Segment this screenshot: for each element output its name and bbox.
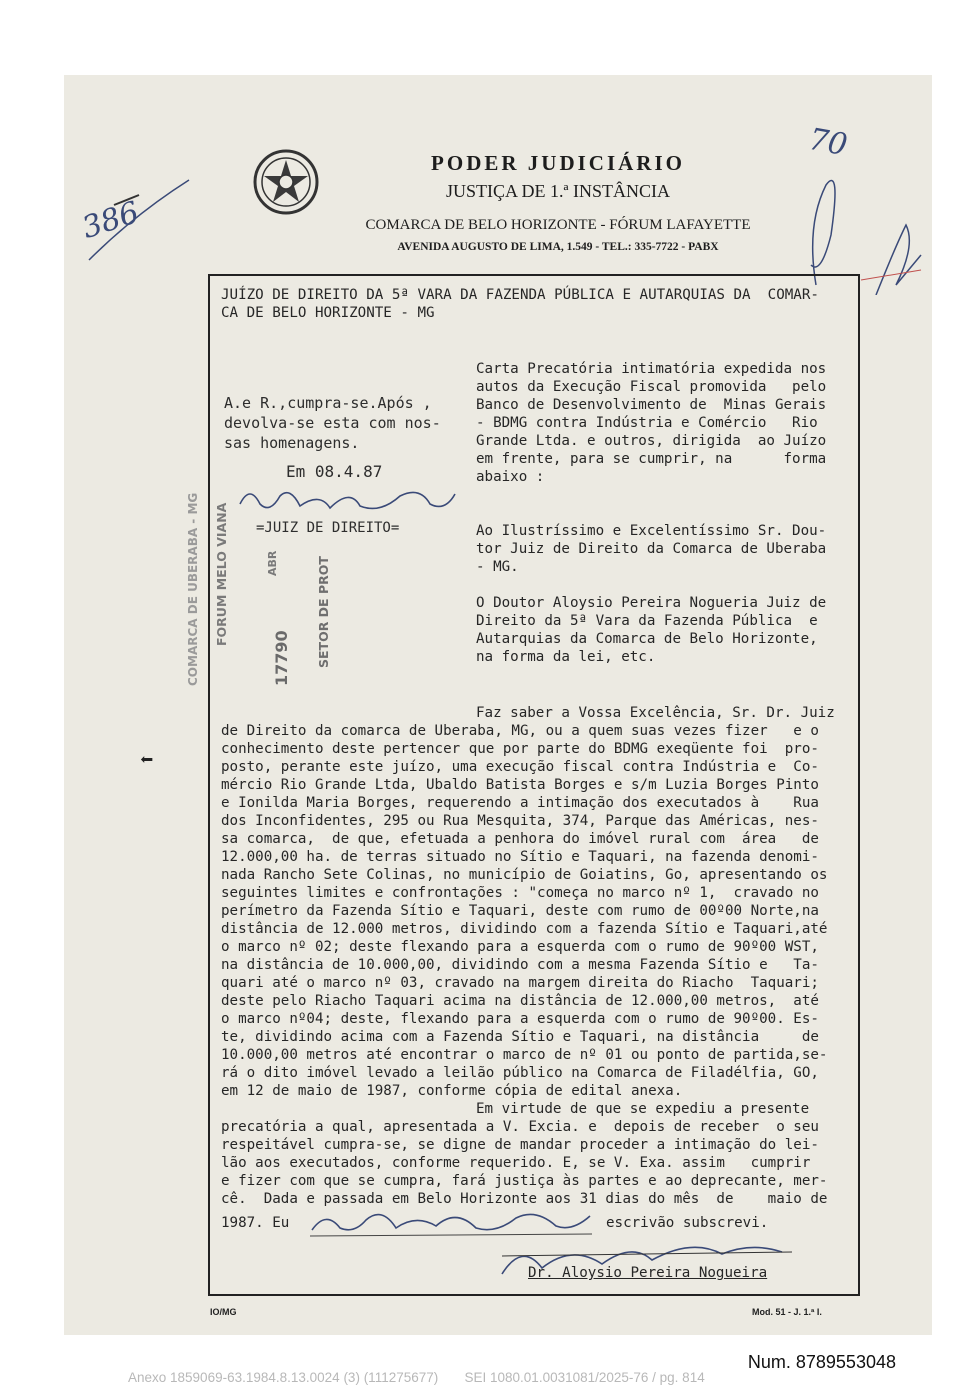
body-line: 12.000,00 ha. de terras situado no Sítio e Taquari, na fazenda denomi- [221, 849, 819, 865]
body-line: sa comarca, de que, efetuada a penhora do imóvel rural com área de [221, 831, 819, 847]
header-subtitle: JUSTIÇA DE 1.ª INSTÂNCIA [446, 181, 670, 201]
body-line: te, dividindo acima com a Fazenda Sítio e Taquari, na distância de [221, 1029, 819, 1045]
handwritten-page-number: 70 [806, 121, 850, 164]
body-line: em 12 de maio de 1987, conforme cópia de edital anexa. [221, 1083, 683, 1099]
date-line-start: 1987. Eu [221, 1215, 290, 1231]
margin-arrow-icon: ⬅ [140, 748, 154, 773]
forum-vertical-stamp: FORUM MELO VIANA [214, 502, 229, 646]
recipient-line: tor Juiz de Direito da Comarca de Uberaba [476, 541, 827, 557]
summary-line: abaixo : [476, 469, 545, 485]
body-line: de Direito da comarca de Uberaba, MG, ou a quem suas vezes fizer e o [221, 723, 819, 739]
body-line: posto, perante este juízo, uma execução fiscal contra Indústria e Co- [221, 759, 819, 775]
order-stamp-role: =JUIZ DE DIREITO= [256, 520, 400, 536]
body-line: quari até o marco nº 03, cravado na margem direita do Riacho Taquari; [221, 975, 819, 991]
setor-vertical-stamp: SETOR DE PROT [316, 556, 331, 668]
body-first-line: Faz saber a Vossa Excelência, Sr. Dr. Juiz [476, 705, 835, 721]
summary-line: Banco de Desenvolvimento de Minas Gerais [476, 397, 827, 413]
order-stamp-date: Em 08.4.87 [286, 462, 383, 481]
document-page [64, 75, 932, 1335]
closing-line: precatória a qual, apresentada a V. Excia. e depois de receber o seu [221, 1119, 819, 1135]
order-stamp-line: devolva-se esta com nos- [224, 414, 441, 432]
body-line: seguintes limites e confrontações : "começa no marco nº 1, cravado no [221, 885, 819, 901]
summary-line: Carta Precatória intimatória expedida nos [476, 361, 827, 377]
recipient-line: - MG. [476, 559, 519, 575]
body-line: nada Rancho Sete Colinas, no município de Goiatins, Go, apresentando os [221, 867, 828, 883]
closing-first-line: Em virtude de que se expediu a presente [476, 1101, 810, 1117]
document-frame [186, 274, 860, 1296]
body-line: conhecimento deste pertencer que por parte do BDMG exeqüente foi pro- [221, 741, 819, 757]
closing-line: lão aos executados, conforme requerido. E, se V. Exa. assim cumprir [221, 1155, 811, 1171]
header-title: PODER JUDICIÁRIO [431, 151, 685, 175]
month-vertical-stamp: ABR [266, 550, 279, 576]
body-line: 10.000,00 metros até encontrar o marco de nº 01 ou ponto de partida,se- [221, 1047, 828, 1063]
comarca-vertical-stamp: COMARCA DE UBERABA - MG [186, 492, 200, 686]
body-line: deste pelo Riacho Taquari acima na distância de 12.000,00 metros, até [221, 993, 819, 1009]
judge-signature [230, 484, 460, 518]
body-line: o marco nº 02; deste flexando para a esquerda com o rumo de 90º00 WST, [221, 939, 819, 955]
body-line: rá o dito imóvel levado a leilão público na Comarca de Filadélfia, GO, [221, 1065, 819, 1081]
sender-line: na forma da lei, etc. [476, 649, 656, 665]
footer-left-code: IO/MG [210, 1307, 237, 1317]
summary-line: Grande Ltda. e outros, dirigida ao Juízo [476, 433, 827, 449]
signature-name: Dr. Aloysio Pereira Nogueira [528, 1265, 768, 1281]
sender-line: Direito da 5ª Vara da Fazenda Pública e [476, 613, 818, 629]
footer-right-code: Mod. 51 - J. 1.ª I. [752, 1307, 822, 1317]
sender-line: Autarquias da Comarca de Belo Horizonte, [476, 631, 818, 647]
handwritten-signature-marks [786, 145, 926, 295]
addressee-line-1: JUÍZO DE DIREITO DA 5ª VARA DA FAZENDA PÚBLICA E AUTARQUIAS DA COMAR- [221, 287, 819, 303]
handwritten-margin-number: 386 [77, 195, 144, 246]
body-line: perímetro da Fazenda Sítio e Taquari, deste com rumo de 00º00 Norte,na [221, 903, 819, 919]
protocol-vertical-stamp: 17790 [272, 630, 291, 686]
closing-line: cê. Dada e passada em Belo Horizonte aos 31 dias do mês de maio de [221, 1191, 828, 1207]
annex-reference: Anexo 1859069-63.1984.8.13.0024 (3) (111275677) SEI 1080.01.0031081/2025-76 / pg. 814 [128, 1370, 705, 1385]
summary-line: autos da Execução Fiscal promovida pelo [476, 379, 827, 395]
sender-line: O Doutor Aloysio Pereira Nogueria Juiz de [476, 595, 827, 611]
body-line: dos Inconfidentes, 295 ou Rua Mesquita, 374, Parque das Américas, nes- [221, 813, 819, 829]
closing-line: respeitável cumpra-se, se digne de mandar proceder a intimação do lei- [221, 1137, 819, 1153]
margin-pen-stroke [84, 175, 194, 265]
body-line: distância de 12.000 metros, dividindo com a fazenda Sítio e Taquari,até [221, 921, 828, 937]
body-line: o marco nº04; deste, flexando para a esquerda com o rumo de 90º00. Es- [221, 1011, 819, 1027]
summary-line: em frente, para se cumprir, na forma [476, 451, 827, 467]
summary-line: - BDMG contra Indústria e Comércio Rio [476, 415, 818, 431]
date-line-end: escrivão subscrevi. [606, 1215, 769, 1231]
order-stamp-line: sas homenagens. [224, 434, 360, 452]
addressee-line-2: CA DE BELO HORIZONTE - MG [221, 305, 435, 321]
header-address: AVENIDA AUGUSTO DE LIMA, 1.549 - TEL.: 335-7722 - PABX [397, 241, 719, 253]
body-line: mércio Rio Grande Ltda, Ubaldo Batista Borges e s/m Luzia Borges Pinto [221, 777, 819, 793]
document-number: Num. 8789553048 [747, 1352, 896, 1372]
body-line: e Ionilda Maria Borges, requerendo a intimação dos executados à Rua [221, 795, 819, 811]
body-line: na distância de 10.000,00, dividindo com a mesma Fazenda Sítio e Ta- [221, 957, 819, 973]
order-stamp-line: A.e R.,cumpra-se.Após , [224, 394, 432, 412]
header-comarca: COMARCA DE BELO HORIZONTE - FÓRUM LAFAYETTE [365, 217, 751, 233]
recipient-line: Ao Ilustríssimo e Excelentíssimo Sr. Dou- [476, 523, 827, 539]
closing-line: e fizer com que se cumpra, fará justiça às partes e ao deprecante, mer- [221, 1173, 828, 1189]
